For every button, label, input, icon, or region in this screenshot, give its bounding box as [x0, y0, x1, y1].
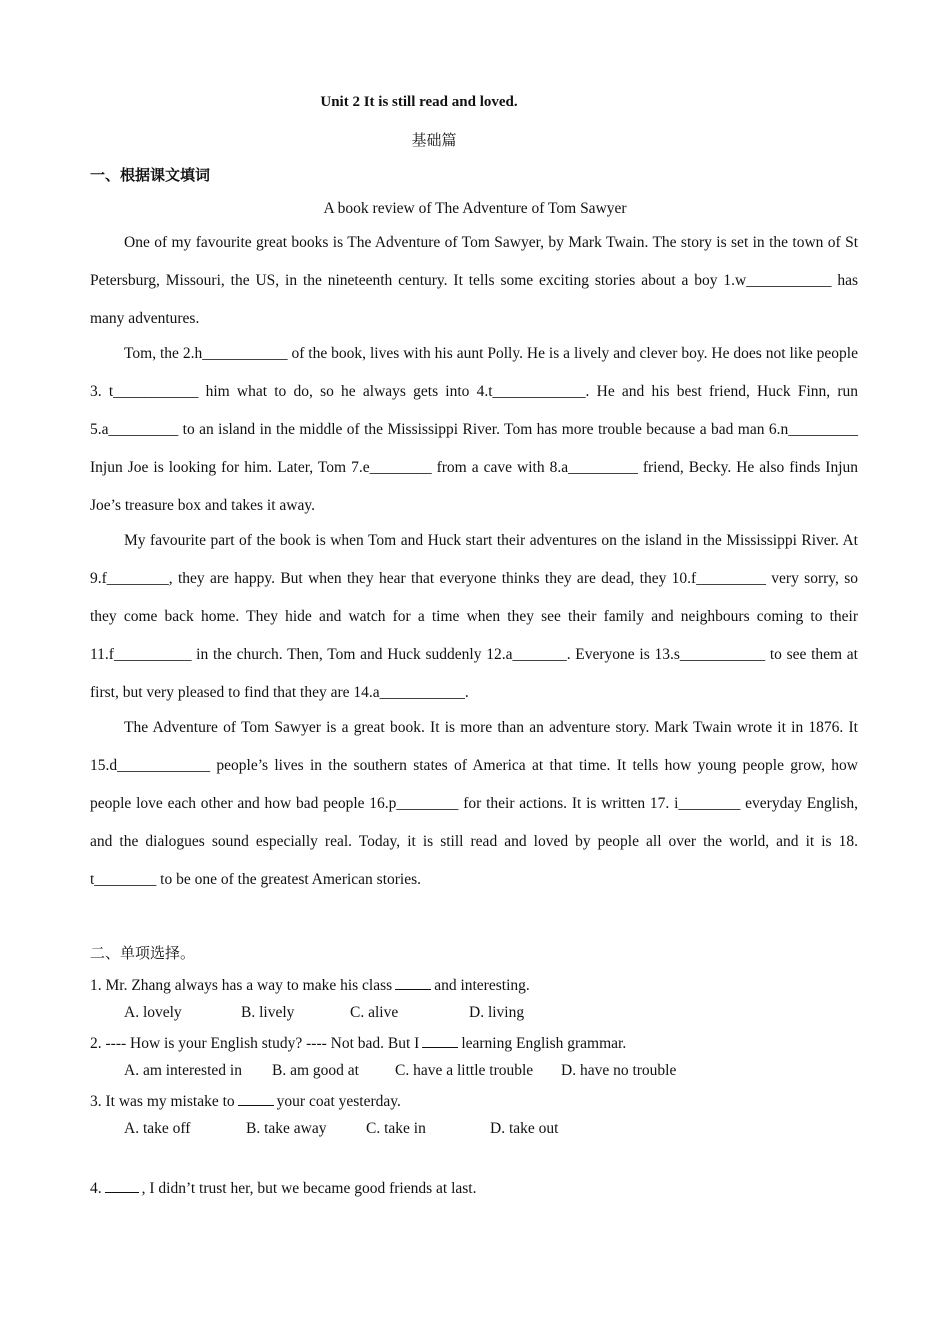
page-title: Unit 2 It is still read and loved. [320, 94, 518, 110]
passage [90, 224, 858, 896]
question-2 [90, 1033, 626, 1053]
question-2-option-d: D. have no trouble [561, 1062, 677, 1079]
question-3-option-b: B. take away [246, 1120, 327, 1137]
page-subtitle: 基础篇 [411, 131, 457, 149]
section-2-heading: 二、单项选择。 [90, 944, 196, 962]
question-2-option-c: C. have a little trouble [395, 1062, 534, 1079]
question-1-stem-end: and interesting. [434, 977, 530, 994]
question-4-stem: 4. [90, 1180, 102, 1197]
section-1-heading: 一、根据课文填词 [90, 166, 211, 184]
question-3-option-c: C. take in [366, 1120, 426, 1137]
passage-paragraph-3: My favourite part of the book is when Tom and Huck start their adventures on the island in the Mississippi River. At 9.f________, they are happy. But when they hear that everyone thinks they are dead, they 10.f_________ very sorry, so they come back home. They hide and watch for a time when they see their family and neighbours coming to their 11.f__________ in the church. Then, Tom and Huck suddenly 12.a_______. Everyone is 13.s___________ to see them at first, but very pleased to find that they are 14.a___________. [90, 532, 858, 701]
question-3-option-a: A. take off [124, 1120, 191, 1137]
question-4-stem-end: , I didn’t trust her, but we became good friends at last. [141, 1180, 477, 1197]
question-2-option-b: B. am good at [272, 1062, 359, 1079]
answer-blank [395, 975, 431, 990]
passage-paragraph-1: One of my favourite great books is The Adventure of Tom Sawyer, by Mark Twain. The story is set in the town of St Petersburg, Missouri, the US, in the nineteenth century. It tells some exciting stories about a boy 1.w___________ has many adventures. [90, 234, 858, 327]
review-title: A book review of The Adventure of Tom Sawyer [323, 200, 627, 217]
question-3 [90, 1091, 401, 1111]
question-4 [90, 1178, 476, 1198]
passage-paragraph-4: The Adventure of Tom Sawyer is a great book. It is more than an adventure story. Mark Twain wrote it in 1876. It 15.d____________ people’s lives in the southern states of America at that time. It tells how young people grow, how people love each other and how bad people 16.p________ for their actions. It is written 17. i________ everyday English, and the dialogues sound especially real. Today, it is still read and loved by people all over the world, and it is 18. t________ to be one of the greatest American stories. [90, 719, 858, 888]
question-1-option-c: C. alive [350, 1004, 399, 1021]
question-2-stem: 2. ---- How is your English study? ---- Not bad. But I [90, 1035, 420, 1052]
question-1-option-a: A. lovely [124, 1004, 182, 1021]
answer-blank [422, 1033, 458, 1048]
answer-blank [105, 1178, 139, 1193]
question-3-option-d: D. take out [490, 1120, 559, 1137]
question-3-stem-end: your coat yesterday. [276, 1093, 401, 1110]
question-2-stem-end: learning English grammar. [461, 1035, 627, 1052]
question-1 [90, 975, 530, 995]
question-2-option-a: A. am interested in [124, 1062, 242, 1079]
question-3-stem: 3. It was my mistake to [90, 1093, 235, 1110]
question-1-stem: 1. Mr. Zhang always has a way to make his class [90, 977, 393, 994]
passage-paragraph-2: Tom, the 2.h___________ of the book, lives with his aunt Polly. He is a lively and clever boy. He does not like people 3. t___________ him what to do, so he always gets into 4.t____________. He and his best friend, Huck Finn, run 5.a_________ to an island in the middle of the Mississippi River. Tom has more trouble because a bad man 6.n_________ Injun Joe is looking for him. Later, Tom 7.e________ from a cave with 8.a_________ friend, Becky. He also finds Injun Joe’s treasure box and takes it away. [90, 345, 858, 514]
question-1-option-d: D. living [469, 1004, 525, 1021]
question-1-option-b: B. lively [241, 1004, 295, 1021]
answer-blank [238, 1091, 274, 1106]
